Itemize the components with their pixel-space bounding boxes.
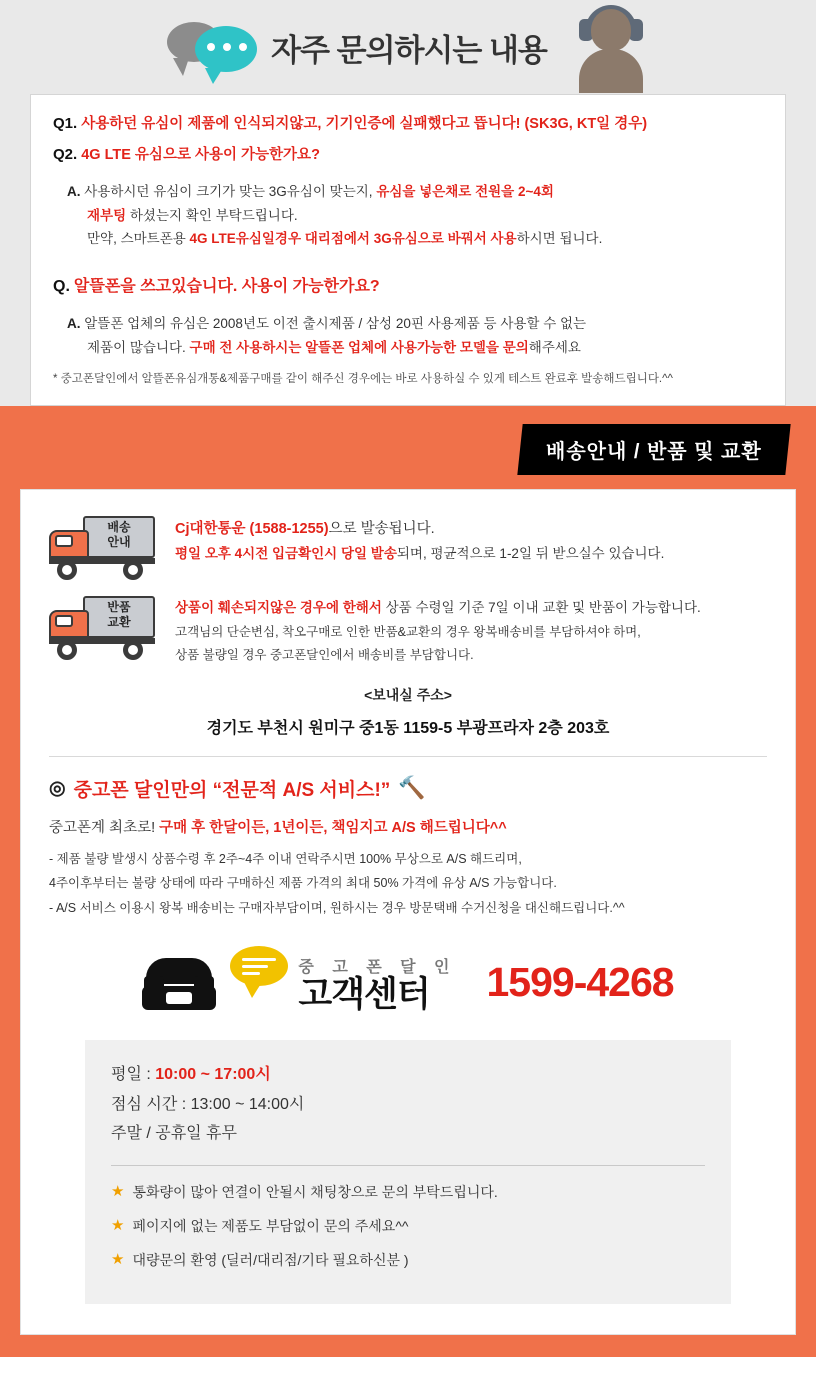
weekend-closed: 주말 / 공휴일 휴무: [111, 1125, 237, 1143]
faq-a1-line3-post: 하시면 됩니다.: [516, 231, 603, 247]
faq-question-1: [53, 113, 763, 135]
shipping-info-text: [175, 516, 664, 568]
faq-a1-line1-pre: 사용하시던 유심이 크기가 맞는 3G유심이 맞는지,: [84, 184, 377, 200]
faq-a1-line1-red: 유심을 넣은채로 전원을 2~4회: [376, 184, 554, 200]
faq-header: [0, 0, 816, 94]
speech-bubbles-icon: [167, 16, 257, 78]
shipping-card: [20, 489, 796, 1335]
as-title-text: 중고폰 달인만의 “전문적 A/S 서비스!”: [73, 779, 391, 801]
section-divider: [49, 756, 767, 757]
faq-section: [0, 0, 816, 406]
faq-a1-line3-red: 4G LTE유심일경우 대리점에서 3G유심으로 바꿔서 사용: [189, 231, 517, 247]
note-text: 페이지에 없는 제품도 부담없이 문의 주세요^^: [132, 1217, 409, 1234]
as-body-line3: - A/S 서비스 이용시 왕복 배송비는 구매자부담이며, 원하시는 경우 방문택배 수거신청을 대신해드립니다.^^: [49, 900, 625, 915]
return-line2: 고객님의 단순변심, 착오구매로 인한 반품&교환의 경우 왕복배송비를 부담하셔야 하며,: [175, 624, 641, 639]
return-period: 상품 수령일 기준 7일 이내 교환 및 반품이 가능합니다.: [381, 599, 701, 615]
telephone-icon: [142, 954, 216, 1012]
note-item: [111, 1180, 705, 1204]
as-sub-red: 구매 후 한달이든, 1년이든, 책임지고 A/S 해드립니다^^: [159, 819, 507, 836]
hours-divider: [111, 1165, 705, 1166]
faq-question-3: [53, 275, 763, 298]
faq-q2-label: Q2.: [53, 146, 78, 164]
headset-person-icon: [573, 5, 649, 89]
shipping-banner: [518, 424, 791, 475]
shipping-banner-wrap: [0, 424, 816, 475]
as-sub-pre: 중고폰계 최초로!: [49, 819, 160, 836]
hammer-icon: 🔨: [398, 775, 426, 801]
as-subtitle: [49, 816, 767, 837]
faq-answer-1: [67, 180, 763, 251]
delivery-truck-icon: [49, 516, 159, 578]
call-center-number[interactable]: 1599-4268: [486, 959, 674, 1006]
return-line3: 상품 불량일 경우 중고폰달인에서 배송비를 부담합니다.: [175, 647, 474, 662]
truck1-label-line2: 안내: [107, 535, 131, 550]
faq-footnote: * 중고폰달인에서 알뜰폰유심개통&제품구매를 같이 해주신 경우에는 바로 사용하실 수 있게 테스트 완료후 발송해드립니다.^^: [53, 373, 673, 386]
faq-a2-line1: 알뜰폰 업체의 유심은 2008년도 이전 출시제품 / 삼성 20핀 사용제품 등 사용할 수 없는: [84, 316, 587, 332]
call-center-label: 고객센터: [298, 975, 430, 1015]
return-exchange-text: [175, 596, 701, 667]
faq-a2-line2-red: 구매 전 사용하시는 알뜰폰 업체에 사용가능한 모델을 문의: [189, 339, 529, 355]
truck2-label-line1: 반품: [107, 599, 131, 614]
return-exchange-row: [49, 596, 767, 667]
shipping-section: [0, 406, 816, 1357]
note-item: [111, 1248, 705, 1272]
faq-answer-2: [67, 312, 763, 359]
faq-a2-label: A.: [67, 316, 81, 332]
star-icon: ★: [111, 1182, 125, 1200]
note-item: [111, 1214, 705, 1238]
truck1-label-line1: 배송: [107, 519, 131, 534]
return-address: 경기도 부천시 원미구 중1동 1159-5 부광프라자 2층 203호: [206, 719, 610, 737]
return-truck-icon: [49, 596, 159, 658]
weekday-hours: [111, 1060, 705, 1090]
courier-post: 으로 발송됩니다.: [328, 520, 435, 537]
call-center-block: [49, 946, 767, 1020]
note-text: 대량문의 환영 (딜러/대리점/기타 필요하신분 ): [132, 1251, 409, 1268]
faq-q1-label: Q1.: [53, 115, 78, 132]
as-service-title: [49, 775, 767, 802]
faq-q3-label: Q.: [53, 277, 70, 295]
faq-a1-line2-post: 하셨는지 확인 부탁드립니다.: [126, 207, 298, 223]
call-center-brand: 중 고 폰 달 인: [298, 959, 457, 977]
faq-question-2: [53, 144, 763, 166]
faq-a1-line3-pre: 만약, 스마트폰용: [87, 231, 190, 247]
note-text: 통화량이 많아 연결이 안될시 채팅창으로 문의 부탁드립니다.: [132, 1183, 498, 1200]
faq-a2-line2-pre: 제품이 많습니다.: [87, 339, 190, 355]
faq-q3-text: 알뜰폰을 쓰고있습니다. 사용이 가능한가요?: [73, 277, 380, 295]
page-title: 자주 문의하시는 내용: [271, 32, 547, 68]
as-body-line1: - 제품 불량 발생시 상품수령 후 2주~4주 이내 연락주시면 100% 무상으로 A/S 해드리며,: [49, 851, 522, 866]
business-hours-box: [85, 1040, 731, 1304]
faq-a2-line2-post: 해주세요: [528, 339, 581, 355]
faq-a1-label: A.: [67, 184, 81, 200]
faq-a1-line2-red: 재부팅: [87, 207, 127, 223]
star-icon: ★: [111, 1250, 125, 1268]
shipping-banner-label: 배송안내 / 반품 및 교환: [546, 440, 762, 463]
star-icon: ★: [111, 1216, 125, 1234]
address-title: <보내실 주소>: [364, 686, 452, 703]
faq-box: [30, 94, 786, 406]
as-body: [49, 847, 767, 920]
faq-q2-text: 4G LTE 유심으로 사용이 가능한가요?: [81, 147, 320, 164]
courier-name: Cj대한통운 (1588-1255): [175, 520, 329, 537]
shipping-eta: 되며, 평균적으로 1-2일 뒤 받으실수 있습니다.: [396, 546, 665, 562]
shipping-info-row: [49, 516, 767, 578]
lunch-hours: 점심 시간 : 13:00 ~ 14:00시: [111, 1095, 305, 1113]
weekday-hours-label: 평일 :: [111, 1065, 156, 1083]
chat-bubble-icon: [230, 946, 292, 994]
same-day-shipping: 평일 오후 4시전 입금확인시 당일 발송: [175, 546, 397, 562]
truck2-label-line2: 교환: [107, 615, 131, 630]
as-body-line2: 4주이후부터는 불량 상태에 따라 구매하신 제품 가격의 최대 50% 가격에 유상 A/S 가능합니다.: [49, 876, 557, 891]
return-condition: 상품이 훼손되지않은 경우에 한해서: [175, 599, 382, 615]
as-title-mark: ◎: [49, 777, 66, 799]
faq-q1-text: 사용하던 유심이 제품에 인식되지않고, 기기인증에 실패했다고 뜹니다! (SK3G, KT일 경우): [81, 116, 648, 132]
weekday-hours-value: 10:00 ~ 17:00시: [155, 1065, 271, 1083]
